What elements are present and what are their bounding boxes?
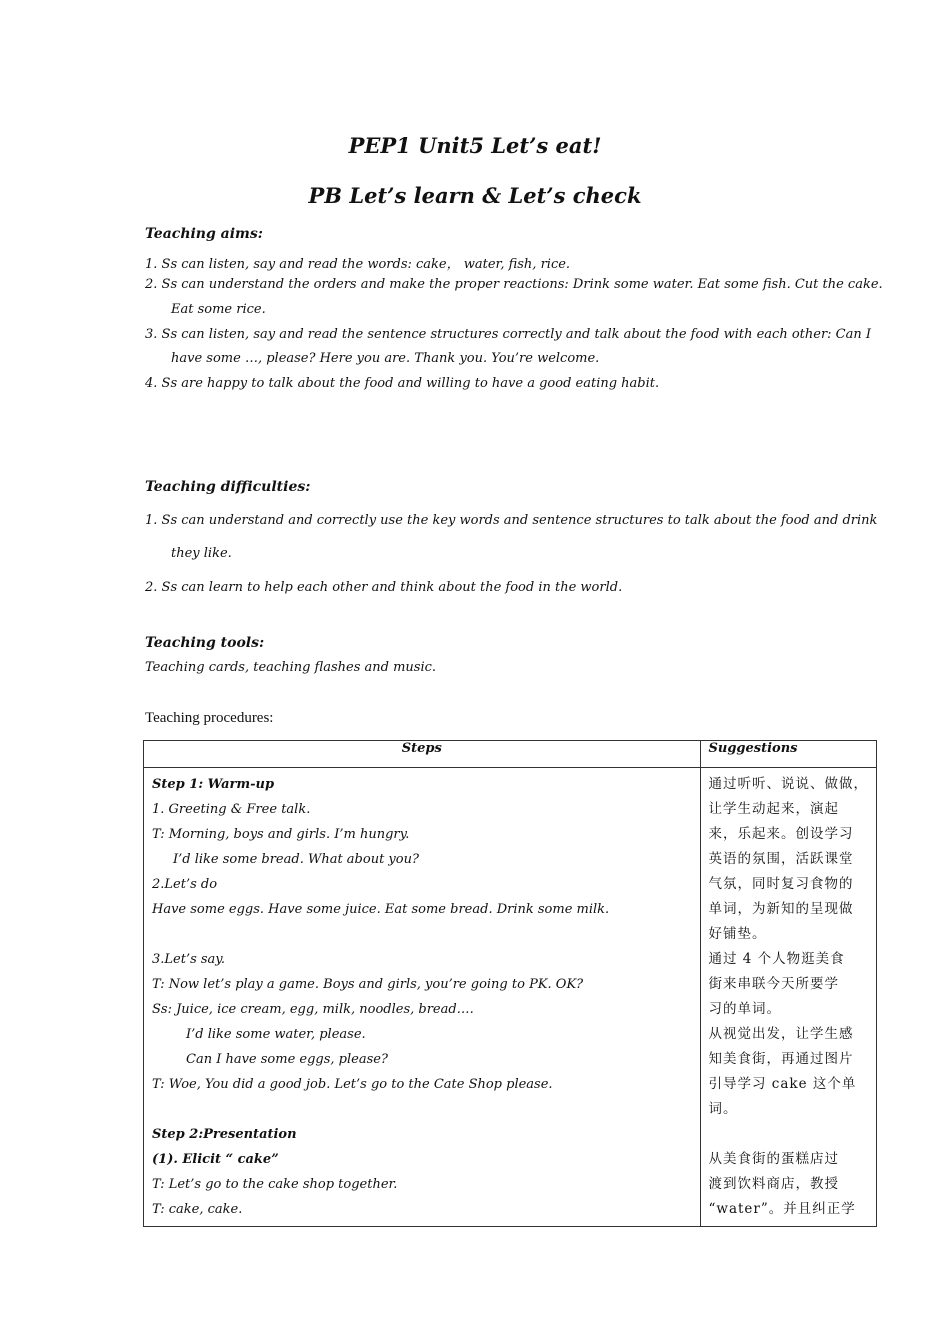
suggestion-line: 知美食街，再通过图片 [708,1051,854,1067]
step-line [152,922,692,947]
aims-line: have some …, please? Here you are. Thank you. You’re welcome. [171,351,600,366]
step-line: 2.Let’s do [152,877,218,892]
step-line: T: Now let’s play a game. Boys and girls, you’re going to PK. OK? [152,977,584,992]
step-line: Have some eggs. Have some juice. Eat some bread. Drink some milk. [152,902,610,917]
step-line: Ss: Juice, ice cream, egg, milk, noodles, bread.… [152,1002,474,1017]
suggestion-line: 街来串联今天所要学 [708,976,839,992]
aims-line: 4. Ss are happy to talk about the food and willing to have a good eating habit. [145,376,660,391]
suggestion-line: 好铺垫。 [708,926,767,942]
suggestion-line: 通过听听、说说、做做， [708,776,868,792]
suggestion-line: 从美食街的蛋糕店过 [708,1151,839,1167]
step-heading: Step 2:Presentation [152,1127,297,1142]
document-subtitle: PB Let’s learn & Let’s check [308,183,642,208]
step-line: I’d like some bread. What about you? [173,852,419,867]
suggestion-line: 单词，为新知的呈现做 [708,901,854,917]
procedures-table [143,740,877,1227]
table-row [144,768,877,1227]
suggestion-line: 英语的氛围，活跃课堂 [708,851,854,867]
step-subheading: (1). Elicit “ cake” [152,1152,279,1167]
suggestion-line: 渡到饮料商店，教授 [708,1176,839,1192]
step-heading: Step 1: Warm-up [152,777,275,792]
step-line: I’d like some water, please. [186,1027,366,1042]
step-line: T: Woe, You did a good job. Let’s go to the Cate Shop please. [152,1077,553,1092]
step-line: T: Let’s go to the cake shop together. [152,1177,398,1192]
suggestion-line: 让学生动起来，演起 [708,801,839,817]
suggestion-line: 通过 4 个人物逛美食 [708,951,845,967]
suggestion-line: 来，乐起来。创设学习 [708,826,854,842]
difficulties-line: 2. Ss can learn to help each other and think about the food in the world. [145,580,623,595]
suggestions-cell [700,768,877,1227]
procedures-label: Teaching procedures: [145,710,274,726]
difficulties-line: 1. Ss can understand and correctly use the key words and sentence structures to talk about the food and drink [145,513,878,528]
suggestions-column-header: Suggestions [700,741,877,768]
difficulties-line: they like. [171,546,232,561]
tools-heading: Teaching tools: [145,635,265,651]
step-line: T: Morning, boys and girls. I’m hungry. [152,827,410,842]
aims-line: 1. Ss can listen, say and read the words: cake， water, fish, rice. [145,257,571,272]
suggestion-line: “water”。并且纠正学 [708,1201,856,1217]
step-line: Can I have some eggs, please? [186,1052,388,1067]
tools-text: Teaching cards, teaching flashes and music. [145,660,437,675]
step-line: 3.Let’s say. [152,952,226,967]
steps-column-header: Steps [144,741,701,768]
suggestion-line: 习的单词。 [708,1001,781,1017]
aims-line: Eat some rice. [171,302,266,317]
table-header-row [144,741,877,768]
aims-line: 3. Ss can listen, say and read the sentence structures correctly and talk about the food with each other: Can I [145,327,872,342]
step-line: T: cake, cake. [152,1202,243,1217]
difficulties-heading: Teaching difficulties: [145,479,311,495]
aims-heading: Teaching aims: [145,226,263,242]
suggestion-line: 从视觉出发，让学生感 [708,1026,854,1042]
suggestion-line: 词。 [708,1101,738,1117]
suggestion-line: 引导学习 cake 这个单 [708,1076,857,1092]
document-title: PEP1 Unit5 Let’s eat! [348,133,602,158]
steps-cell [144,768,701,1227]
step-line: 1. Greeting & Free talk. [152,802,311,817]
aims-line: 2. Ss can understand the orders and make the proper reactions: Drink some water. Eat some fish. Cut the cake. [145,277,883,292]
suggestion-line: 气氛，同时复习食物的 [708,876,854,892]
step-line [152,1097,692,1122]
suggestion-line [709,1122,869,1147]
